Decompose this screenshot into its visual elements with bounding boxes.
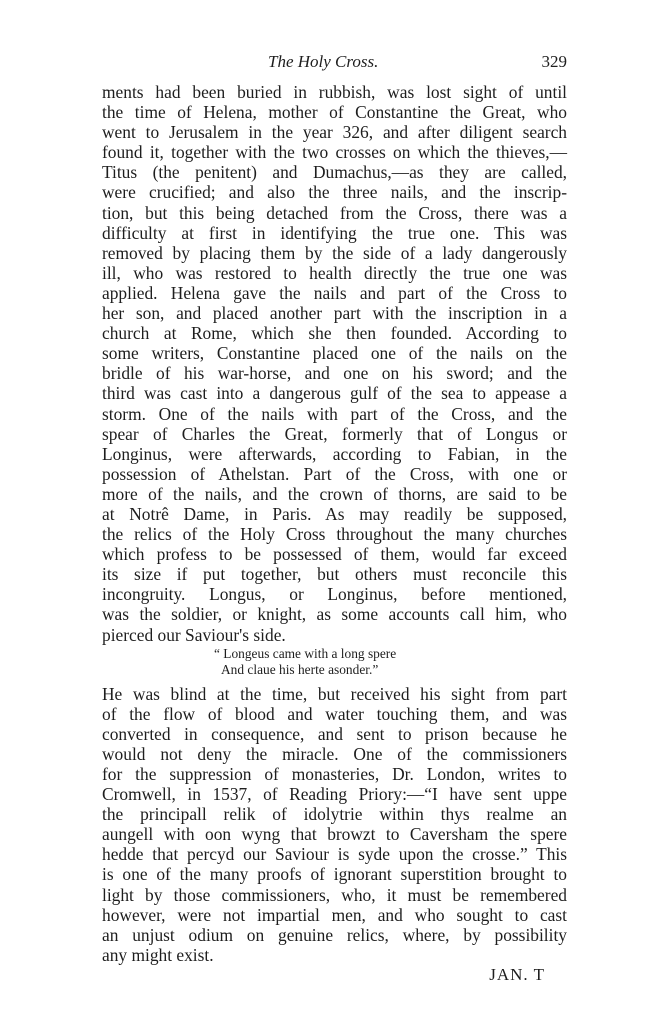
catchword: JAN. T bbox=[489, 964, 545, 984]
text-line: the principall relik of idolytrie within thys realme an bbox=[102, 804, 567, 825]
text-line: bridle of his war-horse, and one on his sword; and the bbox=[102, 363, 567, 384]
text-line: at Notrê Dame, in Paris. As may readily be supposed, bbox=[102, 503, 567, 524]
body-text bbox=[102, 82, 567, 965]
text-line: were crucified; and also the three nails, and the inscrip- bbox=[102, 182, 567, 203]
text-line: hedde that percyd our Saviour is syde upon the crosse.” This bbox=[102, 844, 567, 865]
text-line: however, were not impartial men, and who sought to cast bbox=[102, 904, 567, 925]
text-line: Longinus, were afterwards, according to Fabian, in the bbox=[102, 443, 567, 464]
text-line: the time of Helena, mother of Constantine the Great, who bbox=[102, 102, 567, 123]
text-line: ill, who was restored to health directly the true one was bbox=[102, 262, 567, 283]
text-line: its size if put together, but others must reconcile this bbox=[102, 564, 567, 585]
text-line: storm. One of the nails with part of the Cross, and the bbox=[102, 403, 567, 424]
text-line: would not deny the miracle. One of the commissioners bbox=[102, 743, 567, 764]
text-line: was the soldier, or knight, as some accounts call him, who bbox=[102, 604, 567, 625]
text-line: some writers, Constantine placed one of the nails on the bbox=[102, 343, 567, 364]
text-line: went to Jerusalem in the year 326, and after diligent search bbox=[102, 122, 567, 143]
text-line: tion, but this being detached from the Cross, there was a bbox=[102, 202, 567, 223]
text-line: He was blind at the time, but received his sight from part bbox=[102, 683, 567, 704]
text-line: of the flow of blood and water touching them, and was bbox=[102, 703, 567, 724]
text-line: removed by placing them by the side of a lady dangerously bbox=[102, 242, 567, 263]
text-line: possession of Athelstan. Part of the Cross, with one or bbox=[102, 463, 567, 484]
text-line: converted in consequence, and sent to prison because he bbox=[102, 723, 567, 744]
running-title: The Holy Cross. bbox=[268, 52, 379, 71]
text-line: aungell with oon wyng that browzt to Caversham the spere bbox=[102, 824, 567, 845]
text-line: third was cast into a dangerous gulf of the sea to appease a bbox=[102, 383, 567, 404]
text-line: for the suppression of monasteries, Dr. London, writes to bbox=[102, 764, 567, 784]
text-line: is one of the many proofs of ignorant superstition brought to bbox=[102, 864, 567, 885]
text-line: spear of Charles the Great, formerly that of Longus or bbox=[102, 423, 567, 444]
text-line: ments had been buried in rubbish, was lost sight of until bbox=[102, 82, 567, 102]
text-line: applied. Helena gave the nails and part of the Cross to bbox=[102, 282, 567, 303]
text-line: found it, together with the two crosses on which the thieves,— bbox=[102, 142, 567, 163]
text-line: Titus (the penitent) and Dumachus,—as they are called, bbox=[102, 162, 567, 183]
page-number: 329 bbox=[541, 52, 567, 71]
text-line: church at Rome, which she then founded. According to bbox=[102, 323, 567, 344]
verse-line: “ Longeus came with a long spere bbox=[214, 645, 397, 661]
text-line: more of the nails, and the crown of thorns, are said to be bbox=[102, 483, 567, 504]
verse-line: And claue his herte asonder.” bbox=[221, 661, 379, 677]
paragraph-1 bbox=[102, 82, 567, 645]
text-line: light by those commissioners, who, it must be remembered bbox=[102, 884, 567, 905]
page-header bbox=[102, 52, 567, 82]
verse-quotation bbox=[214, 646, 567, 678]
text-line: pierced our Saviour's side. bbox=[102, 624, 286, 645]
text-line: the relics of the Holy Cross throughout the many churches bbox=[102, 524, 567, 545]
text-line: her son, and placed another part with the inscription in a bbox=[102, 303, 567, 324]
text-line: which profess to be possessed of them, would far exceed bbox=[102, 544, 567, 565]
text-line: incongruity. Longus, or Longinus, before mentioned, bbox=[102, 584, 567, 605]
book-page bbox=[102, 52, 567, 985]
text-line: Cromwell, in 1537, of Reading Priory:—“I have sent uppe bbox=[102, 784, 567, 805]
paragraph-2 bbox=[102, 684, 567, 965]
text-line: an unjust odium on genuine relics, where, by possibility bbox=[102, 924, 567, 945]
text-line: difficulty at first in identifying the true one. This was bbox=[102, 222, 567, 243]
text-line: any might exist. bbox=[102, 944, 214, 965]
